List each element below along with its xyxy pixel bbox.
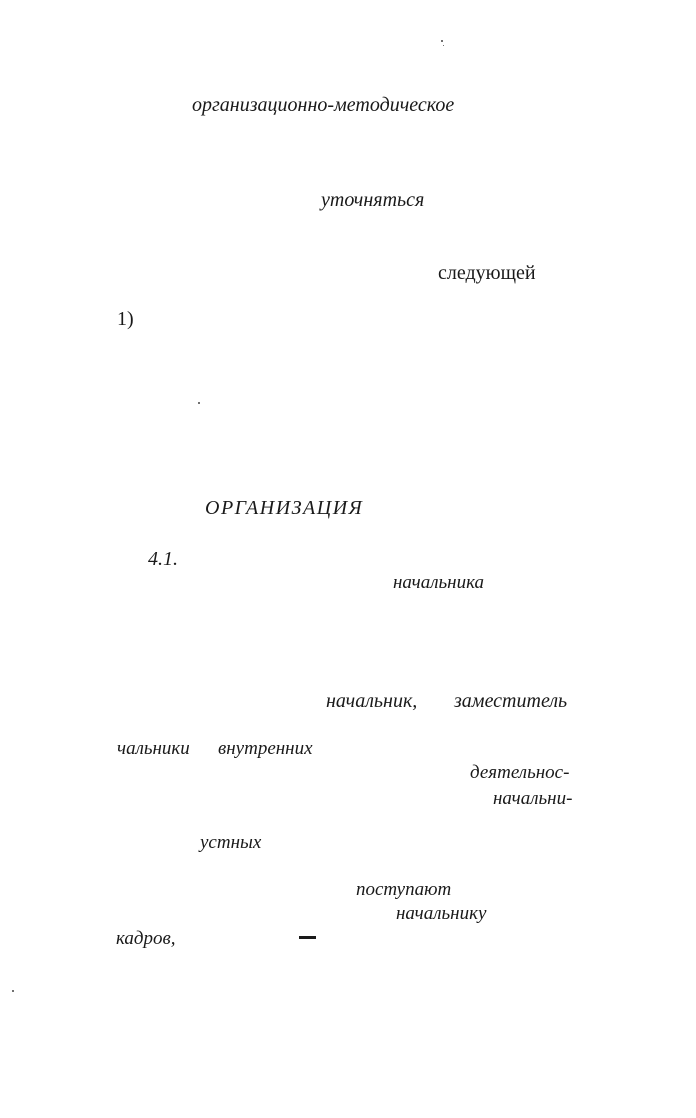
word-to-head: начальнику — [396, 903, 487, 924]
section-number: 4.1. — [148, 548, 178, 570]
word-head-genitive: начальника — [393, 572, 485, 593]
list-marker: 1) — [117, 308, 134, 330]
word-clarify: уточняться — [321, 189, 425, 211]
word-activity-fragment: деятельнос- — [470, 762, 570, 783]
word-deputy: заместитель — [454, 690, 568, 712]
section-heading: ОРГАНИЗАЦИЯ — [205, 497, 364, 519]
word-head-fragment: начальни- — [493, 788, 573, 809]
word-personnel: кадров, — [116, 928, 176, 949]
word-following: следующей — [438, 262, 536, 284]
scan-speck — [12, 990, 14, 992]
scan-speck — [443, 45, 444, 46]
word-heads-fragment: чальники — [117, 738, 190, 759]
word-oral: устных — [200, 832, 262, 853]
word-internal: внутренних — [218, 738, 313, 759]
word-arrive: поступают — [356, 879, 452, 900]
scan-speck — [441, 40, 443, 42]
word-organizational: организационно-методическое — [192, 94, 455, 116]
word-head: начальник, — [326, 690, 418, 712]
scan-speck — [198, 402, 200, 404]
em-dash — [299, 936, 316, 939]
